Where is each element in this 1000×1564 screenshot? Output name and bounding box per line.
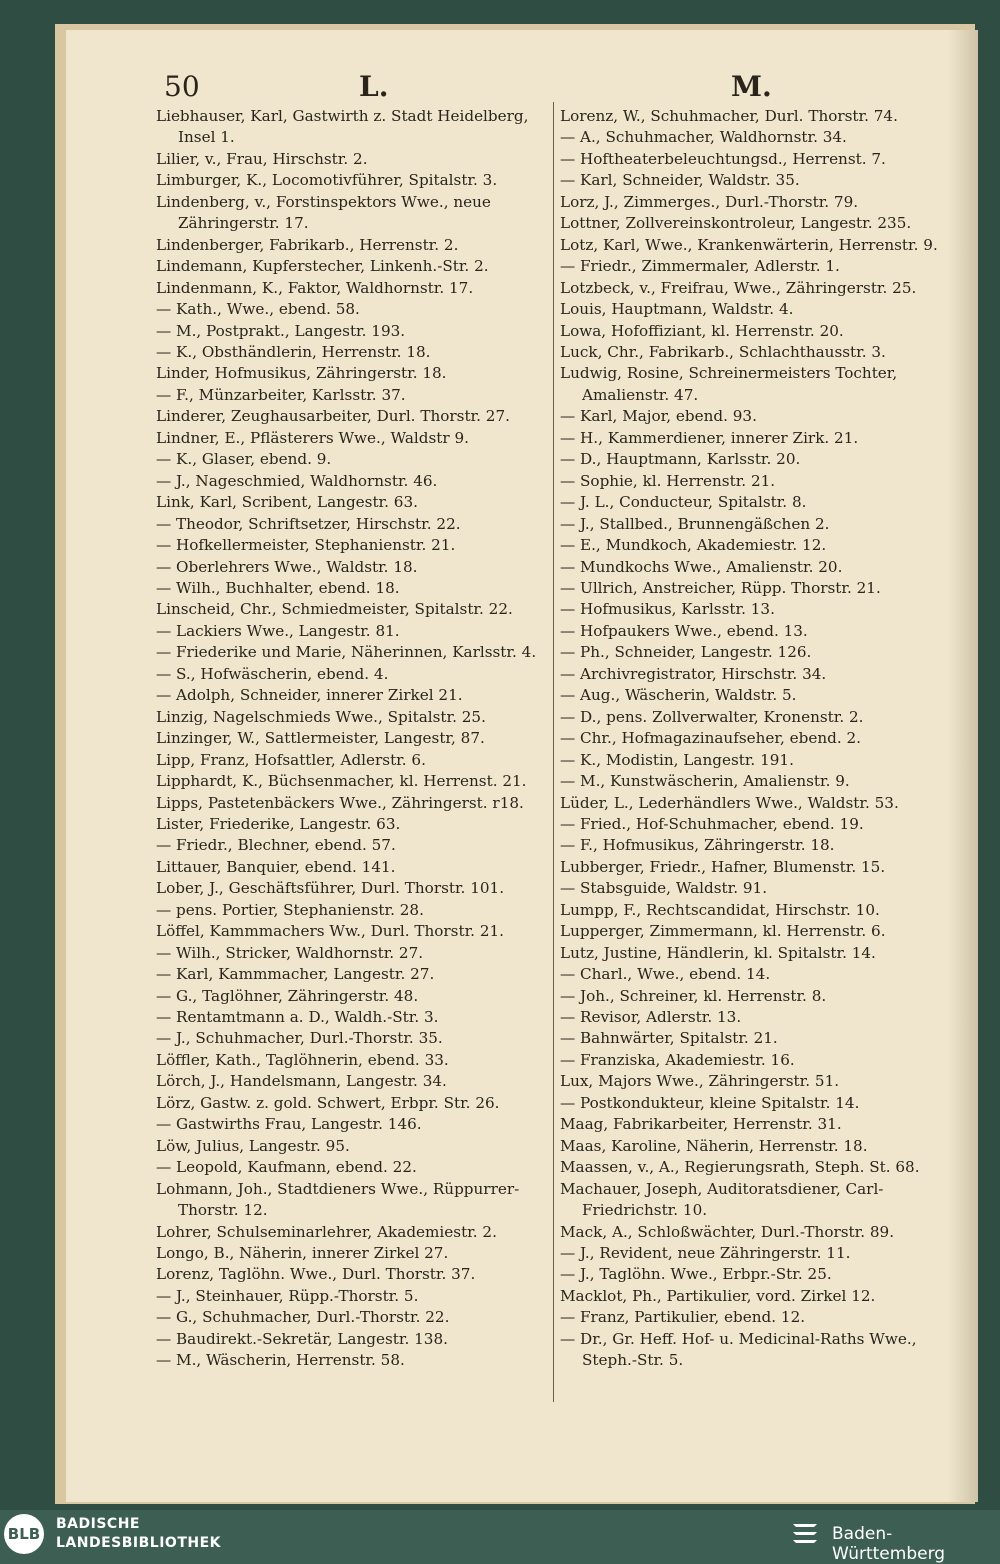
directory-entry: — Dr., Gr. Heff. Hof- u. Medicinal-Raths Wwe., Steph.-Str. 5. bbox=[560, 1329, 917, 1370]
directory-entry: — H., Kammerdiener, innerer Zirk. 21. bbox=[560, 428, 859, 447]
directory-entry: Lüder, L., Lederhändlers Wwe., Waldstr. 53. bbox=[560, 793, 899, 812]
directory-entry: Lipps, Pastetenbäckers Wwe., Zähringerst. r18. bbox=[156, 793, 524, 812]
page-number: 50 bbox=[164, 70, 200, 103]
directory-entry: Lörz, Gastw. z. gold. Schwert, Erbpr. Str. 26. bbox=[156, 1093, 500, 1112]
directory-entry: — Wilh., Buchhalter, ebend. 18. bbox=[156, 578, 400, 597]
directory-entry: — Archivregistrator, Hirschstr. 34. bbox=[560, 664, 827, 683]
directory-entry: Linzinger, W., Sattlermeister, Langestr, 87. bbox=[156, 729, 485, 748]
directory-entry: — Ph., Schneider, Langestr. 126. bbox=[560, 643, 812, 662]
directory-entry: Lohmann, Joh., Stadtdieners Wwe., Rüppurrer-Thorstr. 12. bbox=[156, 1179, 520, 1220]
state-lions-icon bbox=[790, 1518, 820, 1550]
directory-entry: Linscheid, Chr., Schmiedmeister, Spitalstr. 22. bbox=[156, 600, 513, 619]
left-section-letter: L. bbox=[359, 70, 389, 103]
directory-entry: — J., Taglöhn. Wwe., Erbpr.-Str. 25. bbox=[560, 1265, 832, 1284]
directory-entry: — Franziska, Akademiestr. 16. bbox=[560, 1050, 795, 1069]
directory-entry: Lorenz, Taglöhn. Wwe., Durl. Thorstr. 37. bbox=[156, 1265, 476, 1284]
directory-entry: — J., Stallbed., Brunnengäßchen 2. bbox=[560, 514, 830, 533]
directory-entry: — E., Mundkoch, Akademiestr. 12. bbox=[560, 536, 827, 555]
directory-entry: Löffel, Kammmachers Ww., Durl. Thorstr. 21. bbox=[156, 922, 504, 941]
directory-entry: — Fried., Hof-Schuhmacher, ebend. 19. bbox=[560, 814, 864, 833]
directory-entry: — pens. Portier, Stephanienstr. 28. bbox=[156, 900, 424, 919]
directory-entry: Ludwig, Rosine, Schreinermeisters Tochter, Amalienstr. 47. bbox=[560, 364, 898, 404]
directory-entry: — D., pens. Zollverwalter, Kronenstr. 2. bbox=[560, 707, 864, 726]
directory-entry: — Oberlehrers Wwe., Waldstr. 18. bbox=[156, 557, 418, 576]
directory-entry: — Mundkochs Wwe., Amalienstr. 20. bbox=[560, 557, 843, 576]
directory-entry: — Karl, Major, ebend. 93. bbox=[560, 407, 757, 426]
directory-entry: — Joh., Schreiner, kl. Herrenstr. 8. bbox=[560, 986, 827, 1005]
directory-entry: — D., Hauptmann, Karlsstr. 20. bbox=[560, 450, 801, 469]
directory-entry: — Hoftheaterbeleuchtungsd., Herrenst. 7. bbox=[560, 149, 886, 168]
left-column bbox=[156, 106, 550, 1372]
directory-entry: Lindenberg, v., Forstinspektors Wwe., neue Zähringerstr. 17. bbox=[156, 192, 491, 233]
directory-entry: — J. L., Conducteur, Spitalstr. 8. bbox=[560, 493, 807, 512]
directory-entry: — Kath., Wwe., ebend. 58. bbox=[156, 300, 360, 319]
directory-entry: — Adolph, Schneider, innerer Zirkel 21. bbox=[156, 686, 463, 705]
directory-entry: — J., Steinhauer, Rüpp.-Thorstr. 5. bbox=[156, 1286, 419, 1305]
directory-entry: — S., Hofwäscherin, ebend. 4. bbox=[156, 664, 389, 683]
directory-entry: — Leopold, Kaufmann, ebend. 22. bbox=[156, 1158, 417, 1177]
directory-entry: — J., Schuhmacher, Durl.-Thorstr. 35. bbox=[156, 1029, 443, 1048]
directory-entry: — Postkondukteur, kleine Spitalstr. 14. bbox=[560, 1093, 860, 1112]
directory-entry: Linder, Hofmusikus, Zähringerstr. 18. bbox=[156, 364, 447, 383]
directory-entry: Lipp, Franz, Hofsattler, Adlerstr. 6. bbox=[156, 750, 426, 769]
directory-entry: — Sophie, kl. Herrenstr. 21. bbox=[560, 471, 776, 490]
directory-entry: Lottner, Zollvereinskontroleur, Langestr. 235. bbox=[560, 214, 912, 233]
directory-entry: Lohrer, Schulseminarlehrer, Akademiestr. 2. bbox=[156, 1222, 497, 1241]
directory-entry: Lipphardt, K., Büchsenmacher, kl. Herrenst. 21. bbox=[156, 772, 527, 791]
directory-entry: — J., Revident, neue Zähringerstr. 11. bbox=[560, 1244, 851, 1263]
directory-entry: — K., Glaser, ebend. 9. bbox=[156, 450, 332, 469]
directory-entry: — G., Taglöhner, Zähringerstr. 48. bbox=[156, 986, 419, 1005]
directory-entry: Lörch, J., Handelsmann, Langestr. 34. bbox=[156, 1072, 447, 1091]
directory-entry: Lilier, v., Frau, Hirschstr. 2. bbox=[156, 149, 368, 168]
directory-entry: Lindenmann, K., Faktor, Waldhornstr. 17. bbox=[156, 278, 474, 297]
directory-entry: Linzig, Nagelschmieds Wwe., Spitalstr. 25. bbox=[156, 707, 486, 726]
directory-entry: — A., Schuhmacher, Waldhornstr. 34. bbox=[560, 128, 847, 147]
page-header bbox=[66, 70, 978, 110]
directory-entry: — Franz, Partikulier, ebend. 12. bbox=[560, 1308, 806, 1327]
directory-entry: — F., Münzarbeiter, Karlsstr. 37. bbox=[156, 385, 406, 404]
directory-entry: — Karl, Kammmacher, Langestr. 27. bbox=[156, 965, 435, 984]
directory-entry: Liebhauser, Karl, Gastwirth z. Stadt Heidelberg, Insel 1. bbox=[156, 107, 529, 147]
directory-entry: Lindemann, Kupferstecher, Linkenh.-Str. 2. bbox=[156, 257, 489, 276]
directory-entry: — Karl, Schneider, Waldstr. 35. bbox=[560, 171, 800, 190]
directory-entry: Maag, Fabrikarbeiter, Herrenstr. 31. bbox=[560, 1115, 842, 1134]
directory-entry: Lowa, Hofoffiziant, kl. Herrenstr. 20. bbox=[560, 321, 844, 340]
directory-entry: Lux, Majors Wwe., Zähringerstr. 51. bbox=[560, 1072, 840, 1091]
directory-entry: — M., Postprakt., Langestr. 193. bbox=[156, 321, 406, 340]
directory-entry: — Baudirekt.-Sekretär, Langestr. 138. bbox=[156, 1329, 448, 1348]
directory-entry: Link, Karl, Scribent, Langestr. 63. bbox=[156, 493, 418, 512]
column-divider bbox=[553, 102, 554, 1402]
directory-entry: Macklot, Ph., Partikulier, vord. Zirkel 12. bbox=[560, 1286, 876, 1305]
directory-entry: Lindner, E., Pflästerers Wwe., Waldstr 9. bbox=[156, 428, 469, 447]
library-name-line2: LANDESBIBLIOTHEK bbox=[56, 1535, 222, 1551]
directory-entry: — Revisor, Adlerstr. 13. bbox=[560, 1008, 742, 1027]
directory-entry: Lotzbeck, v., Freifrau, Wwe., Zähringerstr. 25. bbox=[560, 278, 917, 297]
footer-bar bbox=[0, 1510, 1000, 1564]
directory-entry: Louis, Hauptmann, Waldstr. 4. bbox=[560, 300, 794, 319]
directory-entry: Lorz, J., Zimmerges., Durl.-Thorstr. 79. bbox=[560, 192, 859, 211]
directory-entry: — J., Nageschmied, Waldhornstr. 46. bbox=[156, 471, 438, 490]
directory-entry: Lubberger, Friedr., Hafner, Blumenstr. 15. bbox=[560, 857, 886, 876]
directory-entry: — Chr., Hofmagazinaufseher, ebend. 2. bbox=[560, 729, 861, 748]
directory-entry: — M., Wäscherin, Herrenstr. 58. bbox=[156, 1351, 405, 1370]
directory-entry: Maas, Karoline, Näherin, Herrenstr. 18. bbox=[560, 1136, 868, 1155]
directory-entry: — Hofmusikus, Karlsstr. 13. bbox=[560, 600, 775, 619]
page bbox=[66, 30, 978, 1502]
directory-entry: — Hofkellermeister, Stephanienstr. 21. bbox=[156, 536, 456, 555]
directory-entry: — Friedr., Blechner, ebend. 57. bbox=[156, 836, 396, 855]
directory-entry: — M., Kunstwäscherin, Amalienstr. 9. bbox=[560, 772, 850, 791]
directory-entry: — Theodor, Schriftsetzer, Hirschstr. 22. bbox=[156, 514, 461, 533]
directory-entry: — G., Schuhmacher, Durl.-Thorstr. 22. bbox=[156, 1308, 450, 1327]
directory-entry: — Bahnwärter, Spitalstr. 21. bbox=[560, 1029, 778, 1048]
directory-entry: Lupperger, Zimmermann, kl. Herrenstr. 6. bbox=[560, 922, 886, 941]
right-column bbox=[560, 106, 954, 1372]
directory-entry: Limburger, K., Locomotivführer, Spitalstr. 3. bbox=[156, 171, 498, 190]
directory-entry: Löffler, Kath., Taglöhnerin, ebend. 33. bbox=[156, 1050, 449, 1069]
directory-entry: — Gastwirths Frau, Langestr. 146. bbox=[156, 1115, 422, 1134]
directory-entry: — K., Modistin, Langestr. 191. bbox=[560, 750, 794, 769]
directory-entry: — Stabsguide, Waldstr. 91. bbox=[560, 879, 768, 898]
library-name-line1: BADISCHE bbox=[56, 1516, 140, 1532]
directory-entry: Littauer, Banquier, ebend. 141. bbox=[156, 857, 396, 876]
directory-entry: Maassen, v., A., Regierungsrath, Steph. St. 68. bbox=[560, 1158, 920, 1177]
directory-entry: Linderer, Zeughausarbeiter, Durl. Thorstr. 27. bbox=[156, 407, 510, 426]
directory-entry: — Lackiers Wwe., Langestr. 81. bbox=[156, 621, 400, 640]
directory-entry: — F., Hofmusikus, Zähringerstr. 18. bbox=[560, 836, 835, 855]
directory-entry: — Friedr., Zimmermaler, Adlerstr. 1. bbox=[560, 257, 840, 276]
state-name[interactable]: Baden-Württemberg bbox=[832, 1524, 946, 1564]
directory-entry: Lotz, Karl, Wwe., Krankenwärterin, Herrenstr. 9. bbox=[560, 235, 938, 254]
directory-entry: — Aug., Wäscherin, Waldstr. 5. bbox=[560, 686, 797, 705]
directory-entry: — Wilh., Stricker, Waldhornstr. 27. bbox=[156, 943, 424, 962]
directory-entry: Lutz, Justine, Händlerin, kl. Spitalstr. 14. bbox=[560, 943, 876, 962]
directory-entry: Lister, Friederike, Langestr. 63. bbox=[156, 814, 401, 833]
directory-entry: — Rentamtmann a. D., Waldh.-Str. 3. bbox=[156, 1008, 439, 1027]
directory-entry: — K., Obsthändlerin, Herrenstr. 18. bbox=[156, 342, 431, 361]
directory-entry: Lindenberger, Fabrikarb., Herrenstr. 2. bbox=[156, 235, 459, 254]
directory-entry: — Hofpaukers Wwe., ebend. 13. bbox=[560, 621, 808, 640]
blb-logo[interactable]: BLB bbox=[4, 1514, 44, 1554]
directory-entry: Mack, A., Schloßwächter, Durl.-Thorstr. 89. bbox=[560, 1222, 895, 1241]
directory-entry: Machauer, Joseph, Auditoratsdiener, Carl-Friedrichstr. 10. bbox=[560, 1179, 884, 1220]
directory-entry: Löw, Julius, Langestr. 95. bbox=[156, 1136, 350, 1155]
right-section-letter: M. bbox=[731, 70, 772, 103]
directory-entry: — Ullrich, Anstreicher, Rüpp. Thorstr. 21. bbox=[560, 578, 881, 597]
directory-entry: Luck, Chr., Fabrikarb., Schlachthausstr. 3. bbox=[560, 342, 886, 361]
directory-entry: Lumpp, F., Rechtscandidat, Hirschstr. 10. bbox=[560, 900, 880, 919]
directory-entry: Lober, J., Geschäftsführer, Durl. Thorstr. 101. bbox=[156, 879, 505, 898]
directory-entry: Lorenz, W., Schuhmacher, Durl. Thorstr. 74. bbox=[560, 107, 898, 125]
directory-entry: Longo, B., Näherin, innerer Zirkel 27. bbox=[156, 1244, 449, 1263]
directory-entry: — Charl., Wwe., ebend. 14. bbox=[560, 965, 771, 984]
directory-entry: — Friederike und Marie, Näherinnen, Karlsstr. 4. bbox=[156, 643, 537, 662]
